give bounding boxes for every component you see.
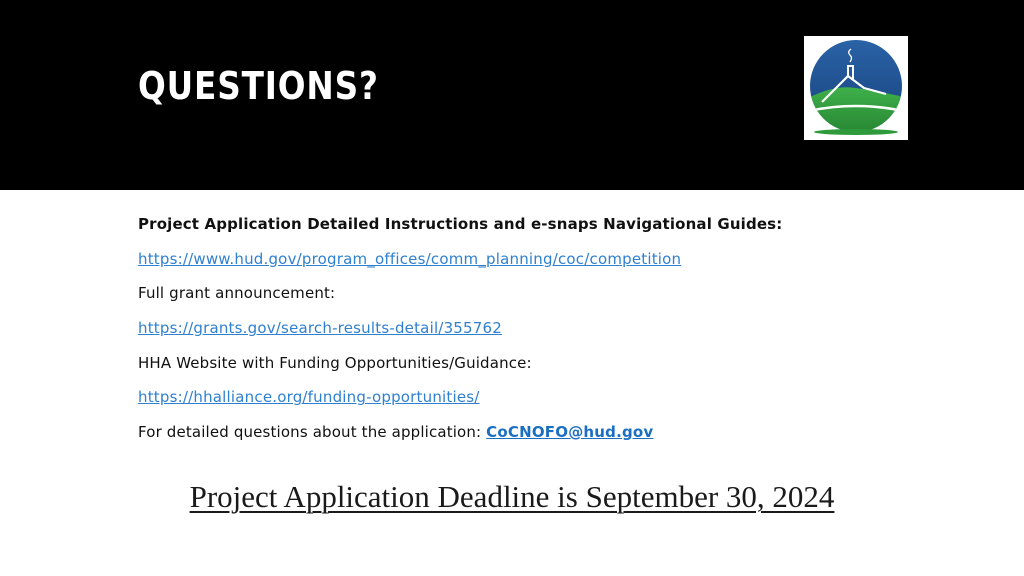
hud-competition-link[interactable]: https://www.hud.gov/program_offices/comm_planning/coc/competition [138,249,682,268]
email-link[interactable]: CoCNOFO@hud.gov [486,423,654,442]
house-on-hill-logo-icon [804,36,908,140]
hha-funding-link[interactable]: https://hhalliance.org/funding-opportunities/ [138,388,480,407]
guides-label: Project Application Detailed Instructions and e-snaps Navigational Guides: [138,215,783,233]
grant-label: Full grant announcement: [138,284,336,303]
resource-list [138,210,978,453]
questions-label: For detailed questions about the application: [138,423,482,442]
header-band [0,0,1024,190]
logo [804,36,908,140]
hha-label: HHA Website with Funding Opportunities/Guidance: [138,353,532,372]
page-title: QUESTIONS? [138,64,379,108]
deadline-notice: Project Application Deadline is September 30, 2024 [189,479,835,514]
questions-row [138,418,978,453]
grants-gov-link[interactable]: https://grants.gov/search-results-detail/355762 [138,319,503,338]
